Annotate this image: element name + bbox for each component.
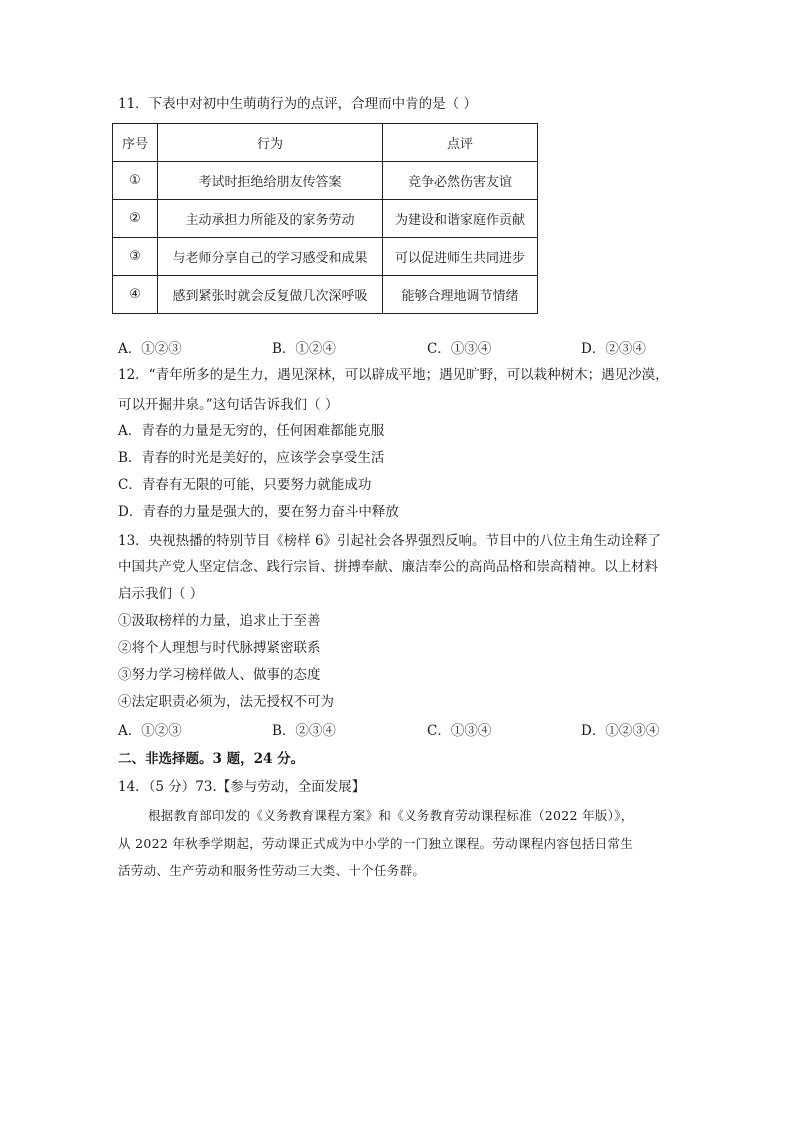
choice-c: C．①③④: [427, 341, 492, 357]
q12-option-c: C．青春有无限的可能，只要努力就能成功: [118, 477, 372, 493]
q13-statement-4: ④法定职责必须为，法无授权不可为: [118, 694, 334, 710]
table-cell: ③: [113, 238, 158, 276]
q13-statement-2: ②将个人理想与时代脉搏紧密联系: [118, 640, 321, 656]
q12-option-d: D．青春的力量是强大的，要在努力奋斗中释放: [118, 504, 399, 520]
q14-stem: 14．（5 分）73.【参与劳动，全面发展】: [118, 779, 366, 795]
choice-d: D．①②③④: [581, 723, 660, 739]
q11-choices: [118, 339, 678, 359]
q11-stem: 11．下表中对初中生萌萌行为的点评，合理而中肯的是（ ）: [118, 96, 477, 112]
table-header-cell: 序号: [113, 124, 158, 162]
choice-d: D．②③④: [581, 341, 646, 357]
q14-passage-line3: 活劳动、生产劳动和服务性劳动三大类、十个任务群。: [118, 863, 426, 878]
table-cell: ④: [113, 276, 158, 314]
table-cell: 主动承担力所能及的家务劳动: [158, 200, 383, 238]
choice-a: A．①②③: [118, 341, 182, 357]
table-cell: 与老师分享自己的学习感受和成果: [158, 238, 383, 276]
table-row: [113, 162, 538, 200]
table-row: [113, 200, 538, 238]
table-cell: 考试时拒绝给朋友传答案: [158, 162, 383, 200]
choice-a: A．①②③: [118, 723, 182, 739]
table-cell: 可以促进师生共同进步: [383, 238, 538, 276]
q11-table: [112, 123, 538, 314]
section-heading: 二、非选择题。3 题，24 分。: [118, 751, 305, 767]
q13-statement-3: ③努力学习榜样做人、做事的态度: [118, 667, 321, 683]
table-cell: 竞争必然伤害友谊: [383, 162, 538, 200]
choice-b: B．①②④: [272, 341, 336, 357]
q13-stem-line3: 启示我们（ ）: [118, 586, 204, 602]
q13-stem-line1: 13．央视热播的特别节目《榜样 6》引起社会各界强烈反响。节目中的八位主角生动诠释了: [118, 533, 662, 549]
table-row: [113, 276, 538, 314]
table-cell: 为建设和谐家庭作贡献: [383, 200, 538, 238]
table-header-row: [113, 124, 538, 162]
table-header-cell: 行为: [158, 124, 383, 162]
table-cell: ②: [113, 200, 158, 238]
table-cell: ①: [113, 162, 158, 200]
q14-passage-line2: 从 2022 年秋季学期起，劳动课正式成为中小学的一门独立课程。劳动课程内容包括日常生: [118, 836, 634, 851]
table-header-cell: 点评: [383, 124, 538, 162]
choice-c: C．①③④: [427, 723, 492, 739]
q14-passage-line1: 根据教育部印发的《义务教育课程方案》和《义务教育劳动课程标准（2022 年版）》，: [148, 808, 634, 823]
table-cell: 能够合理地调节情绪: [383, 276, 538, 314]
q12-option-a: A．青春的力量是无穷的，任何困难都能克服: [118, 423, 385, 439]
q13-stem-line2: 中国共产党人坚定信念、践行宗旨、拼搏奉献、廉洁奉公的高尚品格和崇高精神。以上材料: [118, 559, 658, 575]
q12-stem-line1: 12．“青年所多的是生力，遇见深林，可以辟成平地；遇见旷野，可以栽种树木；遇见沙漠，: [118, 367, 669, 383]
q12-option-b: B．青春的时光是美好的，应该学会享受生活: [118, 450, 385, 466]
q12-stem-line2: 可以开掘井泉。”这句话告诉我们（ ）: [118, 397, 339, 413]
choice-b: B．②③④: [272, 723, 336, 739]
table-row: [113, 238, 538, 276]
q13-choices: [118, 721, 678, 741]
q13-statement-1: ①汲取榜样的力量，追求止于至善: [118, 613, 321, 629]
table-cell: 感到紧张时就会反复做几次深呼吸: [158, 276, 383, 314]
